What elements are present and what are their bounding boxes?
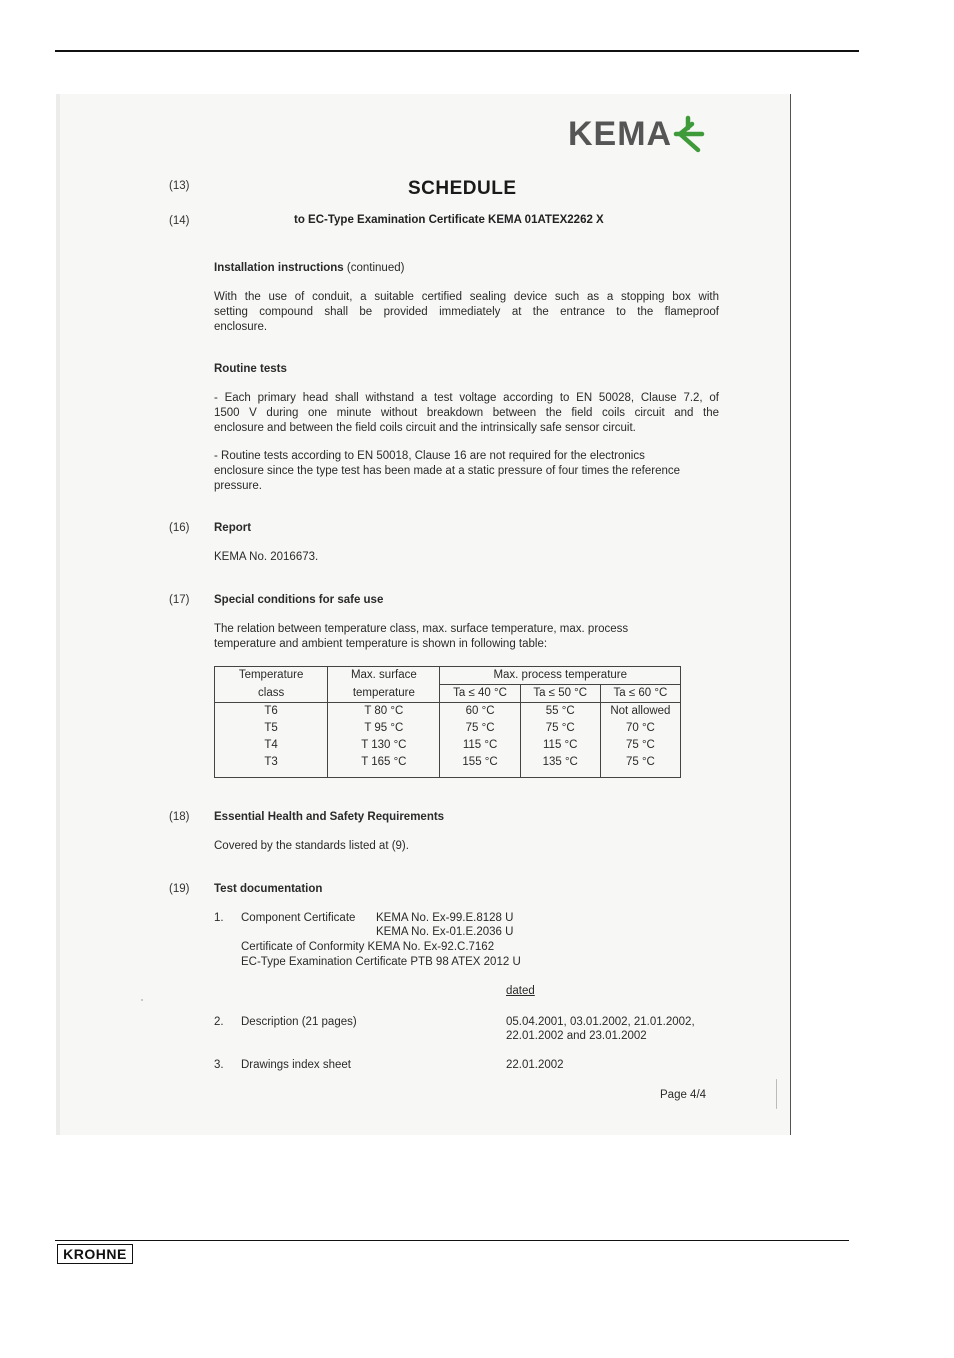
- cell-ta60: Not allowed: [600, 703, 680, 721]
- scanned-certificate-page: [56, 94, 791, 1135]
- item-2-date: 22.01.2002 and 23.01.2002: [506, 1030, 647, 1042]
- item-1-label: Component Certificate: [241, 912, 356, 924]
- page-number: Page 4/4: [660, 1089, 707, 1101]
- routine-line: 1500 V during one minute without breakdown between the field coils circuit and the: [214, 407, 719, 419]
- special-line: The relation between temperature class, max. surface temperature, max. process: [214, 623, 629, 635]
- page-title: SCHEDULE: [408, 178, 517, 199]
- scan-left-margin: [56, 94, 60, 1135]
- cell-surface: T 95 °C: [328, 720, 440, 737]
- special-conditions-text: [214, 622, 628, 652]
- routine-tests-paragraph-1: [214, 391, 719, 436]
- cell-ta40: 75 °C: [440, 720, 520, 737]
- cell-class: T5: [215, 720, 328, 737]
- kema-logo: [568, 114, 706, 154]
- header-temperature: temperature: [328, 685, 440, 703]
- cell-surface: T 80 °C: [328, 703, 440, 721]
- item-1-number: 1.: [214, 912, 224, 924]
- bottom-rule: [55, 1240, 849, 1241]
- table-row: [215, 703, 681, 721]
- table-header-row-2: [215, 685, 681, 703]
- cell-class: T6: [215, 703, 328, 721]
- header-max-process-temperature: Max. process temperature: [440, 667, 681, 685]
- ehsr-heading: Essential Health and Safety Requirements: [214, 811, 445, 823]
- report-text: KEMA No. 2016673.: [214, 551, 319, 563]
- cell-ta60: 75 °C: [600, 754, 680, 778]
- cell-ta60: 70 °C: [600, 720, 680, 737]
- special-line: temperature and ambient temperature is shown in following table:: [214, 638, 548, 650]
- item-2-number: 2.: [214, 1016, 224, 1028]
- cell-ta50: 135 °C: [520, 754, 600, 778]
- header-class: class: [215, 685, 328, 703]
- cell-ta40: 155 °C: [440, 754, 520, 778]
- kema-logo-text: KEMA: [568, 114, 673, 153]
- item-1-value: KEMA No. Ex-99.E.8128 U: [376, 912, 514, 924]
- installation-heading-bold: Installation instructions: [214, 262, 344, 274]
- item-3-label: Drawings index sheet: [241, 1059, 351, 1071]
- item-2-date: 05.04.2001, 03.01.2002, 21.01.2002,: [506, 1016, 695, 1028]
- header-max-surface: Max. surface: [328, 667, 440, 685]
- table-row: [215, 720, 681, 737]
- section-number-13: (13): [169, 180, 190, 192]
- cell-ta50: 55 °C: [520, 703, 600, 721]
- header-ta-50: Ta ≤ 50 °C: [520, 685, 600, 703]
- special-conditions-heading: Special conditions for safe use: [214, 594, 384, 606]
- installation-heading: [214, 261, 404, 276]
- section-number-14: (14): [169, 215, 190, 227]
- item-1-value: KEMA No. Ex-01.E.2036 U: [376, 926, 514, 938]
- header-ta-40: Ta ≤ 40 °C: [440, 685, 520, 703]
- routine-line: enclosure since the type test has been made at a static pressure of four times the reference: [214, 465, 681, 477]
- report-heading: Report: [214, 522, 252, 534]
- routine-tests-heading: Routine tests: [214, 363, 287, 375]
- routine-line: enclosure and between the field coils circuit and the intrinsically safe sensor circuit.: [214, 422, 636, 434]
- installation-line: enclosure.: [214, 321, 268, 333]
- cell-surface: T 130 °C: [328, 737, 440, 754]
- cell-ta50: 115 °C: [520, 737, 600, 754]
- routine-line: pressure.: [214, 480, 262, 492]
- ehsr-text: Covered by the standards listed at (9).: [214, 840, 409, 852]
- test-documentation-heading: Test documentation: [214, 883, 323, 895]
- routine-tests-paragraph-2: [214, 449, 719, 494]
- table-header-row-1: [215, 667, 681, 685]
- cell-ta60: 75 °C: [600, 737, 680, 754]
- section-number-19: (19): [169, 883, 190, 895]
- temperature-table: [214, 666, 681, 778]
- top-rule: [55, 50, 859, 52]
- installation-text: [214, 290, 719, 335]
- cell-ta40: 60 °C: [440, 703, 520, 721]
- krohne-logo: KROHNE: [57, 1244, 133, 1264]
- item-2-label: Description (21 pages): [241, 1016, 357, 1028]
- section-number-18: (18): [169, 811, 190, 823]
- cell-surface: T 165 °C: [328, 754, 440, 778]
- certificate-subtitle: to EC-Type Examination Certificate KEMA 01ATEX2262 X: [294, 214, 604, 226]
- cell-class: T3: [215, 754, 328, 778]
- section-number-16: (16): [169, 522, 190, 534]
- installation-line: setting compound shall be provided immediately at the entrance to the flameproof: [214, 306, 719, 318]
- table-row: [215, 737, 681, 754]
- cell-ta50: 75 °C: [520, 720, 600, 737]
- installation-line: With the use of conduit, a suitable certified sealing device such as a stopping box with: [214, 291, 719, 303]
- installation-heading-suffix: (continued): [343, 262, 405, 274]
- kema-mark-icon: [672, 114, 706, 154]
- item-1-line: EC-Type Examination Certificate PTB 98 ATEX 2012 U: [241, 956, 521, 968]
- item-3-number: 3.: [214, 1059, 224, 1071]
- routine-line: - Each primary head shall withstand a test voltage according to EN 50028, Clause 7.2, of: [214, 392, 719, 404]
- dated-heading: dated: [506, 985, 535, 997]
- item-1-line: Certificate of Conformity KEMA No. Ex-92.C.7162: [241, 941, 495, 953]
- cell-class: T4: [215, 737, 328, 754]
- section-number-17: (17): [169, 594, 190, 606]
- item-3-date: 22.01.2002: [506, 1059, 564, 1071]
- header-temperature-class: Temperature: [215, 667, 328, 685]
- scan-speck: [776, 1079, 777, 1109]
- routine-line: - Routine tests according to EN 50018, Clause 16 are not required for the electronics: [214, 450, 645, 462]
- cell-ta40: 115 °C: [440, 737, 520, 754]
- header-ta-60: Ta ≤ 60 °C: [600, 685, 680, 703]
- table-row: [215, 754, 681, 778]
- scan-speck: [141, 999, 143, 1001]
